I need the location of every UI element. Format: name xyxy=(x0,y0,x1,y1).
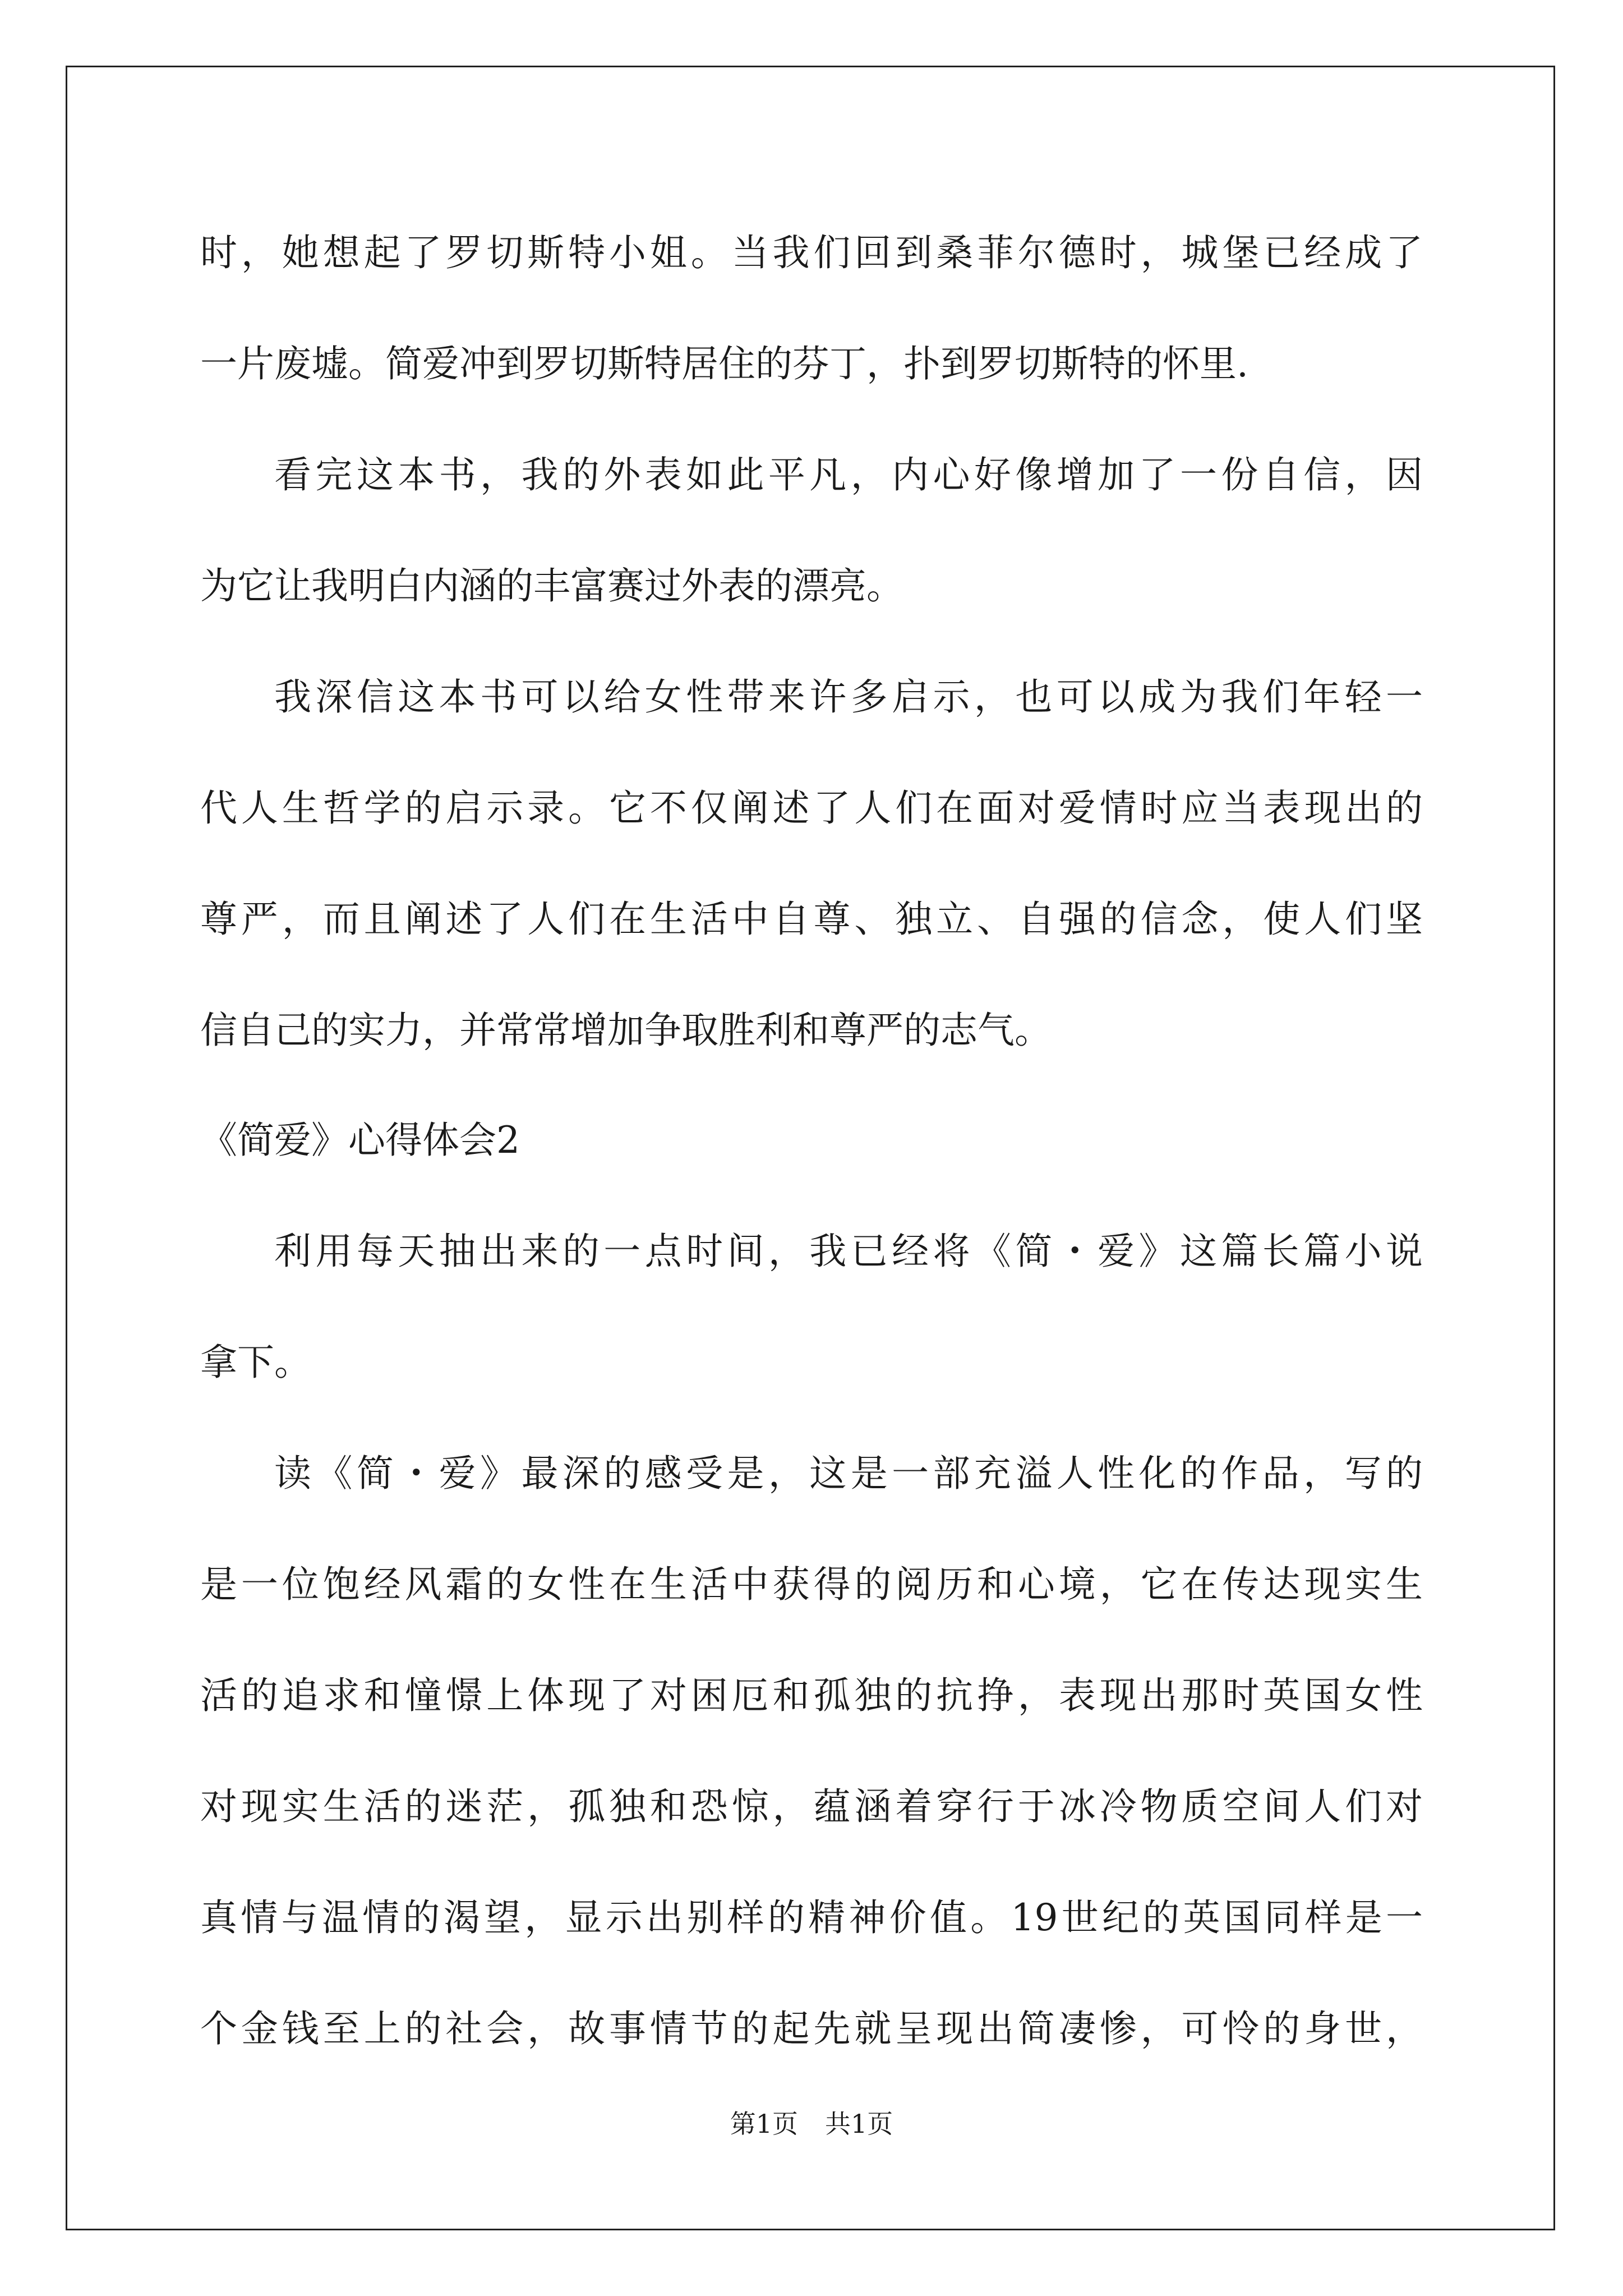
text-line: 时，她想起了罗切斯特小姐。当我们回到桑菲尔德时，城堡已经成了 xyxy=(200,231,1423,274)
page-total: 共1页 xyxy=(825,2109,893,2139)
text-line: 一片废墟。简爱冲到罗切斯特居住的芬丁，扑到罗切斯特的怀里. xyxy=(200,342,1248,385)
paragraph-start-line: 读《简・爱》最深的感受是，这是一部充溢人性化的作品，写的 xyxy=(274,1452,1423,1495)
page-number: 第1页 xyxy=(730,2109,798,2139)
text-line: 为它让我明白内涵的丰富赛过外表的漂亮。 xyxy=(200,564,903,608)
paragraph-start-line: 我深信这本书可以给女性带来许多启示，也可以成为我们年轻一 xyxy=(274,675,1423,719)
text-line: 真情与温情的渴望，显示出别样的精神价值。19世纪的英国同样是一 xyxy=(200,1896,1423,1939)
text-line: 代人生哲学的启示录。它不仅阐述了人们在面对爱情时应当表现出的 xyxy=(200,786,1423,830)
page-footer xyxy=(0,2107,1623,2141)
text-line: 信自己的实力，并常常增加争取胜利和尊严的志气。 xyxy=(200,1009,1052,1052)
text-line: 对现实生活的迷茫，孤独和恐惊，蕴涵着穿行于冰冷物质空间人们对 xyxy=(200,1785,1423,1828)
text-line: 尊严，而且阐述了人们在生活中自尊、独立、自强的信念，使人们坚 xyxy=(200,898,1423,941)
paragraph-start-line: 看完这本书，我的外表如此平凡，内心好像增加了一份自信，因 xyxy=(274,453,1423,496)
paragraph-start-line: 利用每天抽出来的一点时间，我已经将《简・爱》这篇长篇小说 xyxy=(274,1230,1423,1273)
text-line: 是一位饱经风霜的女性在生活中获得的阅历和心境，它在传达现实生 xyxy=(200,1563,1423,1606)
text-line: 拿下。 xyxy=(200,1341,311,1384)
section-heading: 《简爱》心得体会2 xyxy=(200,1119,520,1162)
text-line: 活的追求和憧憬上体现了对困厄和孤独的抗挣，表现出那时英国女性 xyxy=(200,1674,1423,1717)
text-line: 个金钱至上的社会，故事情节的起先就呈现出简凄惨，可怜的身世， xyxy=(200,2007,1423,2050)
